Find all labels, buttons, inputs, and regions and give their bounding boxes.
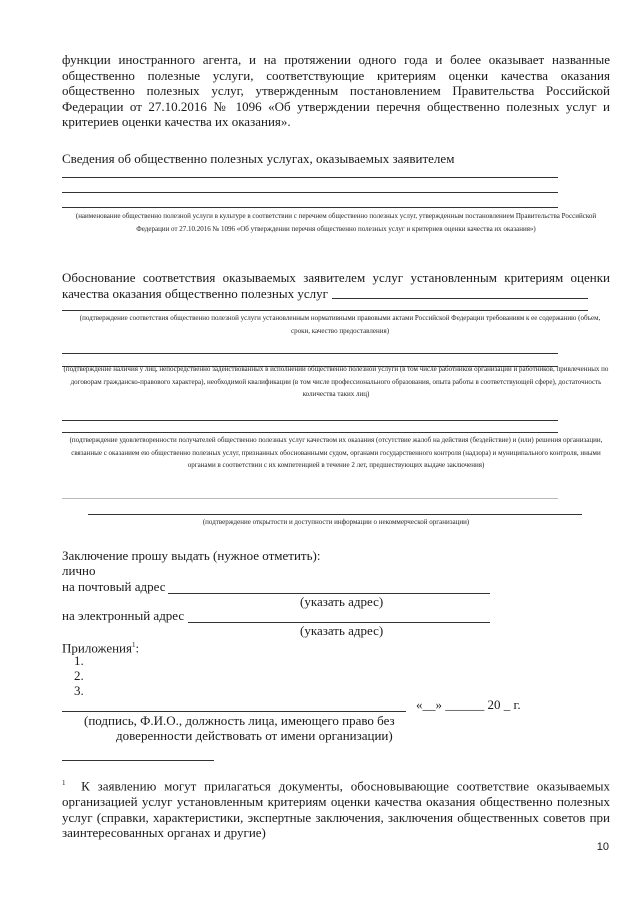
justification-line-4b[interactable]: [88, 514, 582, 515]
attachment-item[interactable]: 3.: [74, 683, 84, 698]
justification-caption-4: (подтверждение открытости и доступности информации о некоммерческой организации): [202, 518, 470, 526]
services-entry-line-2[interactable]: [62, 192, 558, 193]
email-address-hint: (указать адрес): [300, 623, 384, 638]
services-entry-line-1[interactable]: [62, 177, 558, 178]
signature-date[interactable]: «__» ______ 20 _ г.: [416, 697, 521, 712]
signature-caption-line-1: (подпись, Ф.И.О., должность лица, имеющего право без: [84, 713, 395, 728]
attachments-colon: :: [135, 640, 140, 656]
justification-heading: Обоснование соответствия оказываемых заявителем услуг установленным критериям оценки качества оказания общественно полезных услуг: [62, 270, 610, 301]
signature-caption-line-2: доверенности действовать от имени организации): [116, 728, 393, 743]
justification-line-3b[interactable]: [62, 432, 558, 433]
signature-line[interactable]: [62, 711, 406, 712]
delivery-heading: Заключение прошу выдать (нужное отметить):: [62, 548, 321, 563]
attachment-item[interactable]: 1.: [74, 653, 84, 668]
footnote-reference: 1: [131, 641, 136, 649]
justification-line-1[interactable]: [62, 310, 588, 311]
justification-line-3a[interactable]: [62, 420, 558, 421]
page-number: 10: [596, 841, 609, 853]
services-heading: Сведения об общественно полезных услугах, оказываемых заявителем: [62, 151, 455, 166]
delivery-option-postal[interactable]: на почтовый адрес: [62, 579, 166, 594]
footnote-text: К заявлению могут прилагаться документы, обосновывающие соответствие оказываемых организацией услуг установленным критериям оценки качества оказания общественно полезных услуг (справки, характеристики, экспертные заключения, заключения общественных советов при заинтересованных органах и другие): [62, 778, 611, 841]
attachments-label: Приложения: [62, 640, 132, 656]
justification-entry-line[interactable]: [332, 298, 588, 299]
delivery-option-in-person[interactable]: лично: [62, 563, 96, 578]
postal-address-hint: (указать адрес): [300, 594, 384, 609]
justification-line-4a[interactable]: [62, 498, 558, 499]
attachment-item[interactable]: 2.: [74, 668, 84, 683]
footnote-mark: 1: [62, 779, 66, 787]
justification-line-2a[interactable]: [62, 353, 558, 354]
justification-caption-2: (подтверждение наличия у лиц, непосредственно задействованных в исполнении общественно полезной услуги (в том числе работников организации и работников, привлеченных по договорам гражданско-правового характера), необходимой квалификации (в том числе профессионального образования, опыта работы в соответствующей сфере), достаточность количества таких лиц): [63, 365, 609, 398]
intro-paragraph: функции иностранного агента, и на протяжении одного года и более оказывает названные общественно полезные услуги, соответствующие критериям оценки качества оказания общественно полезных услуг, утвержденным постановлением Правительства Российской Федерации от 27.10.2016 № 1096 «Об утверждении перечня общественно полезных услуг и критериев оценки качества их оказания».: [62, 52, 610, 130]
services-entry-line-3[interactable]: [62, 207, 558, 208]
services-caption: (наименование общественно полезной услуги в культуре в соответствии с перечнем общественно полезных услуг, утвержденным постановлением Правительства Российской Федерации от 27.10.2016 № 1096 «Об утверждении перечня общественно полезных услуг и критериев оценки качества их оказания»): [75, 212, 597, 233]
justification-caption-1: (подтверждение соответствия общественно полезной услуги установленным нормативными правовыми актами Российской Федерации требованиям к ее содержанию (объем, сроки, качество предоставления): [79, 314, 601, 335]
delivery-option-email[interactable]: на электронный адрес: [62, 608, 185, 623]
footnote: [62, 776, 610, 841]
justification-caption-3: (подтверждение удовлетворенности получателей общественно полезных услуг качеством их оказания (отсутствие жалоб на действия (бездействие) и (или) решения организации, связанные с оказанием ею общественно полезных услуг, признанных обоснованными судом, органами государственного контроля (надзора) и муниципального контроля, иными органами в соответствии с их компетенцией в течение 2 лет, предшествующих выдаче заключения): [69, 436, 603, 469]
footnote-separator: [62, 760, 214, 761]
